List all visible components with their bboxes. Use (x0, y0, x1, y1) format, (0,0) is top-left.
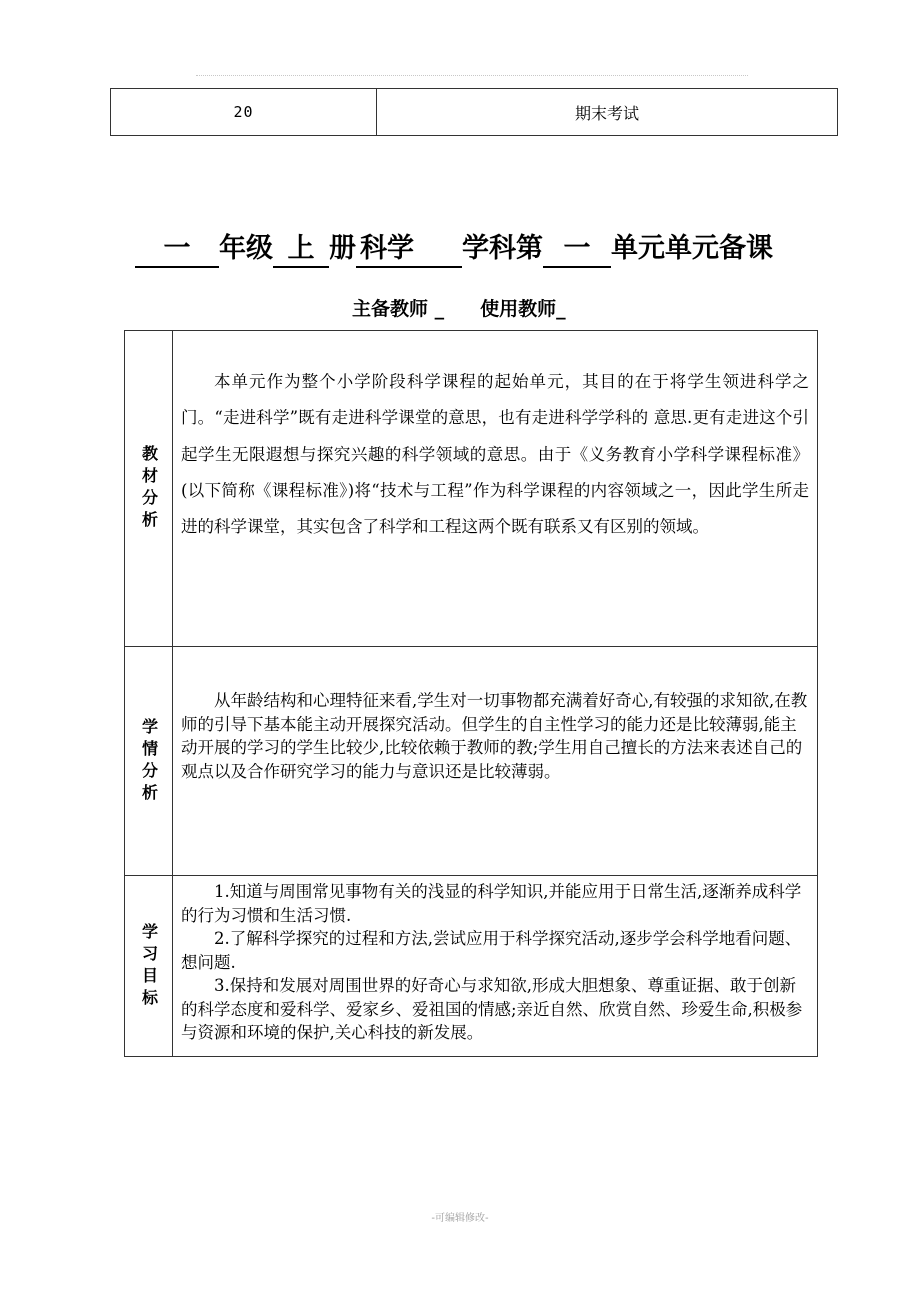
schedule-table (110, 88, 838, 136)
title-grade-suffix: 年级 (219, 233, 273, 264)
section-row-learning-goals (125, 875, 817, 1057)
section-label: 学习目标 (139, 922, 159, 1011)
title-unit-value: 一 (543, 232, 611, 268)
goal-item: 3.保持和发展对周围世界的好奇心与求知欲,形成大胆想象、尊重证据、敢于创新的科学态度和爱科学、爱家乡、爱祖国的情感;亲近自然、欣赏自然、珍爱生命,积极参与资源和环境的保护,关心科技的新发展。 (181, 976, 803, 1042)
section-row-student-analysis (125, 646, 817, 876)
section-label: 教材分析 (139, 444, 159, 533)
page-footer: -可编辑修改- (431, 1213, 489, 1224)
header-rule (196, 75, 748, 76)
section-label-cell (125, 331, 173, 646)
schedule-content: 期末考试 (574, 103, 639, 123)
lesson-plan-table (124, 330, 818, 1057)
section-label-cell (125, 876, 173, 1057)
goal-item: 2.了解科学探究的过程和方法,尝试应用于科学探究活动,逐步学会科学地看问题、想问题. (181, 929, 802, 972)
section-row-textbook-analysis (125, 331, 817, 646)
main-teacher-label: 主备教师 _ (352, 298, 445, 320)
goal-item: 1.知道与周围常见事物有关的浅显的科学知识,并能应用于日常生活,逐渐养成科学的行为习惯和生活习惯. (181, 882, 802, 925)
section-content-cell (173, 876, 817, 1057)
section-content-cell (173, 331, 817, 646)
title-subject-suffix: 学科第 (462, 233, 543, 264)
title-unit-suffix: 单元单元备课 (611, 233, 773, 264)
section-text: 从年龄结构和心理特征来看,学生对一切事物都充满着好奇心,有较强的求知欲,在教师的引导下基本能主动开展探究活动。但学生的自主性学习的能力还是比较薄弱,能主动开展的学习的学生比较少,比较依赖于教师的教;学生用自己擅长的方法来表述自己的观点以及合作研究学习的能力与意识还是比较薄弱。 (181, 691, 808, 781)
section-label-cell (125, 647, 173, 876)
section-label: 学情分析 (139, 717, 159, 806)
schedule-week-number: 20 (111, 89, 377, 135)
teachers-line (352, 294, 566, 321)
section-content-cell (173, 647, 817, 876)
title-volume-suffix: 册 (329, 233, 356, 264)
title-volume-value: 上 (273, 232, 329, 268)
user-teacher-label: 使用教师_ (480, 298, 566, 320)
section-text: 本单元作为整个小学阶段科学课程的起始单元，其目的在于将学生领进科学之门。“走进科学”既有走进科学课堂的意思，也有走进科学学科的 意思.更有走进这个引起学生无限遐想与探究兴趣的科学领域的意思。由于《义务教育小学科学课程标准》(以下简称《课程标准》)将“技术与工程”作为科学课程的内容领域之一，因此学生所走进的科学课堂，其实包含了科学和工程这两个既有联系又有区别的领域。 (181, 372, 809, 537)
title-grade-value: 一 (135, 232, 219, 268)
title-subject-value: 科学 (356, 232, 462, 268)
page-title (135, 228, 773, 268)
